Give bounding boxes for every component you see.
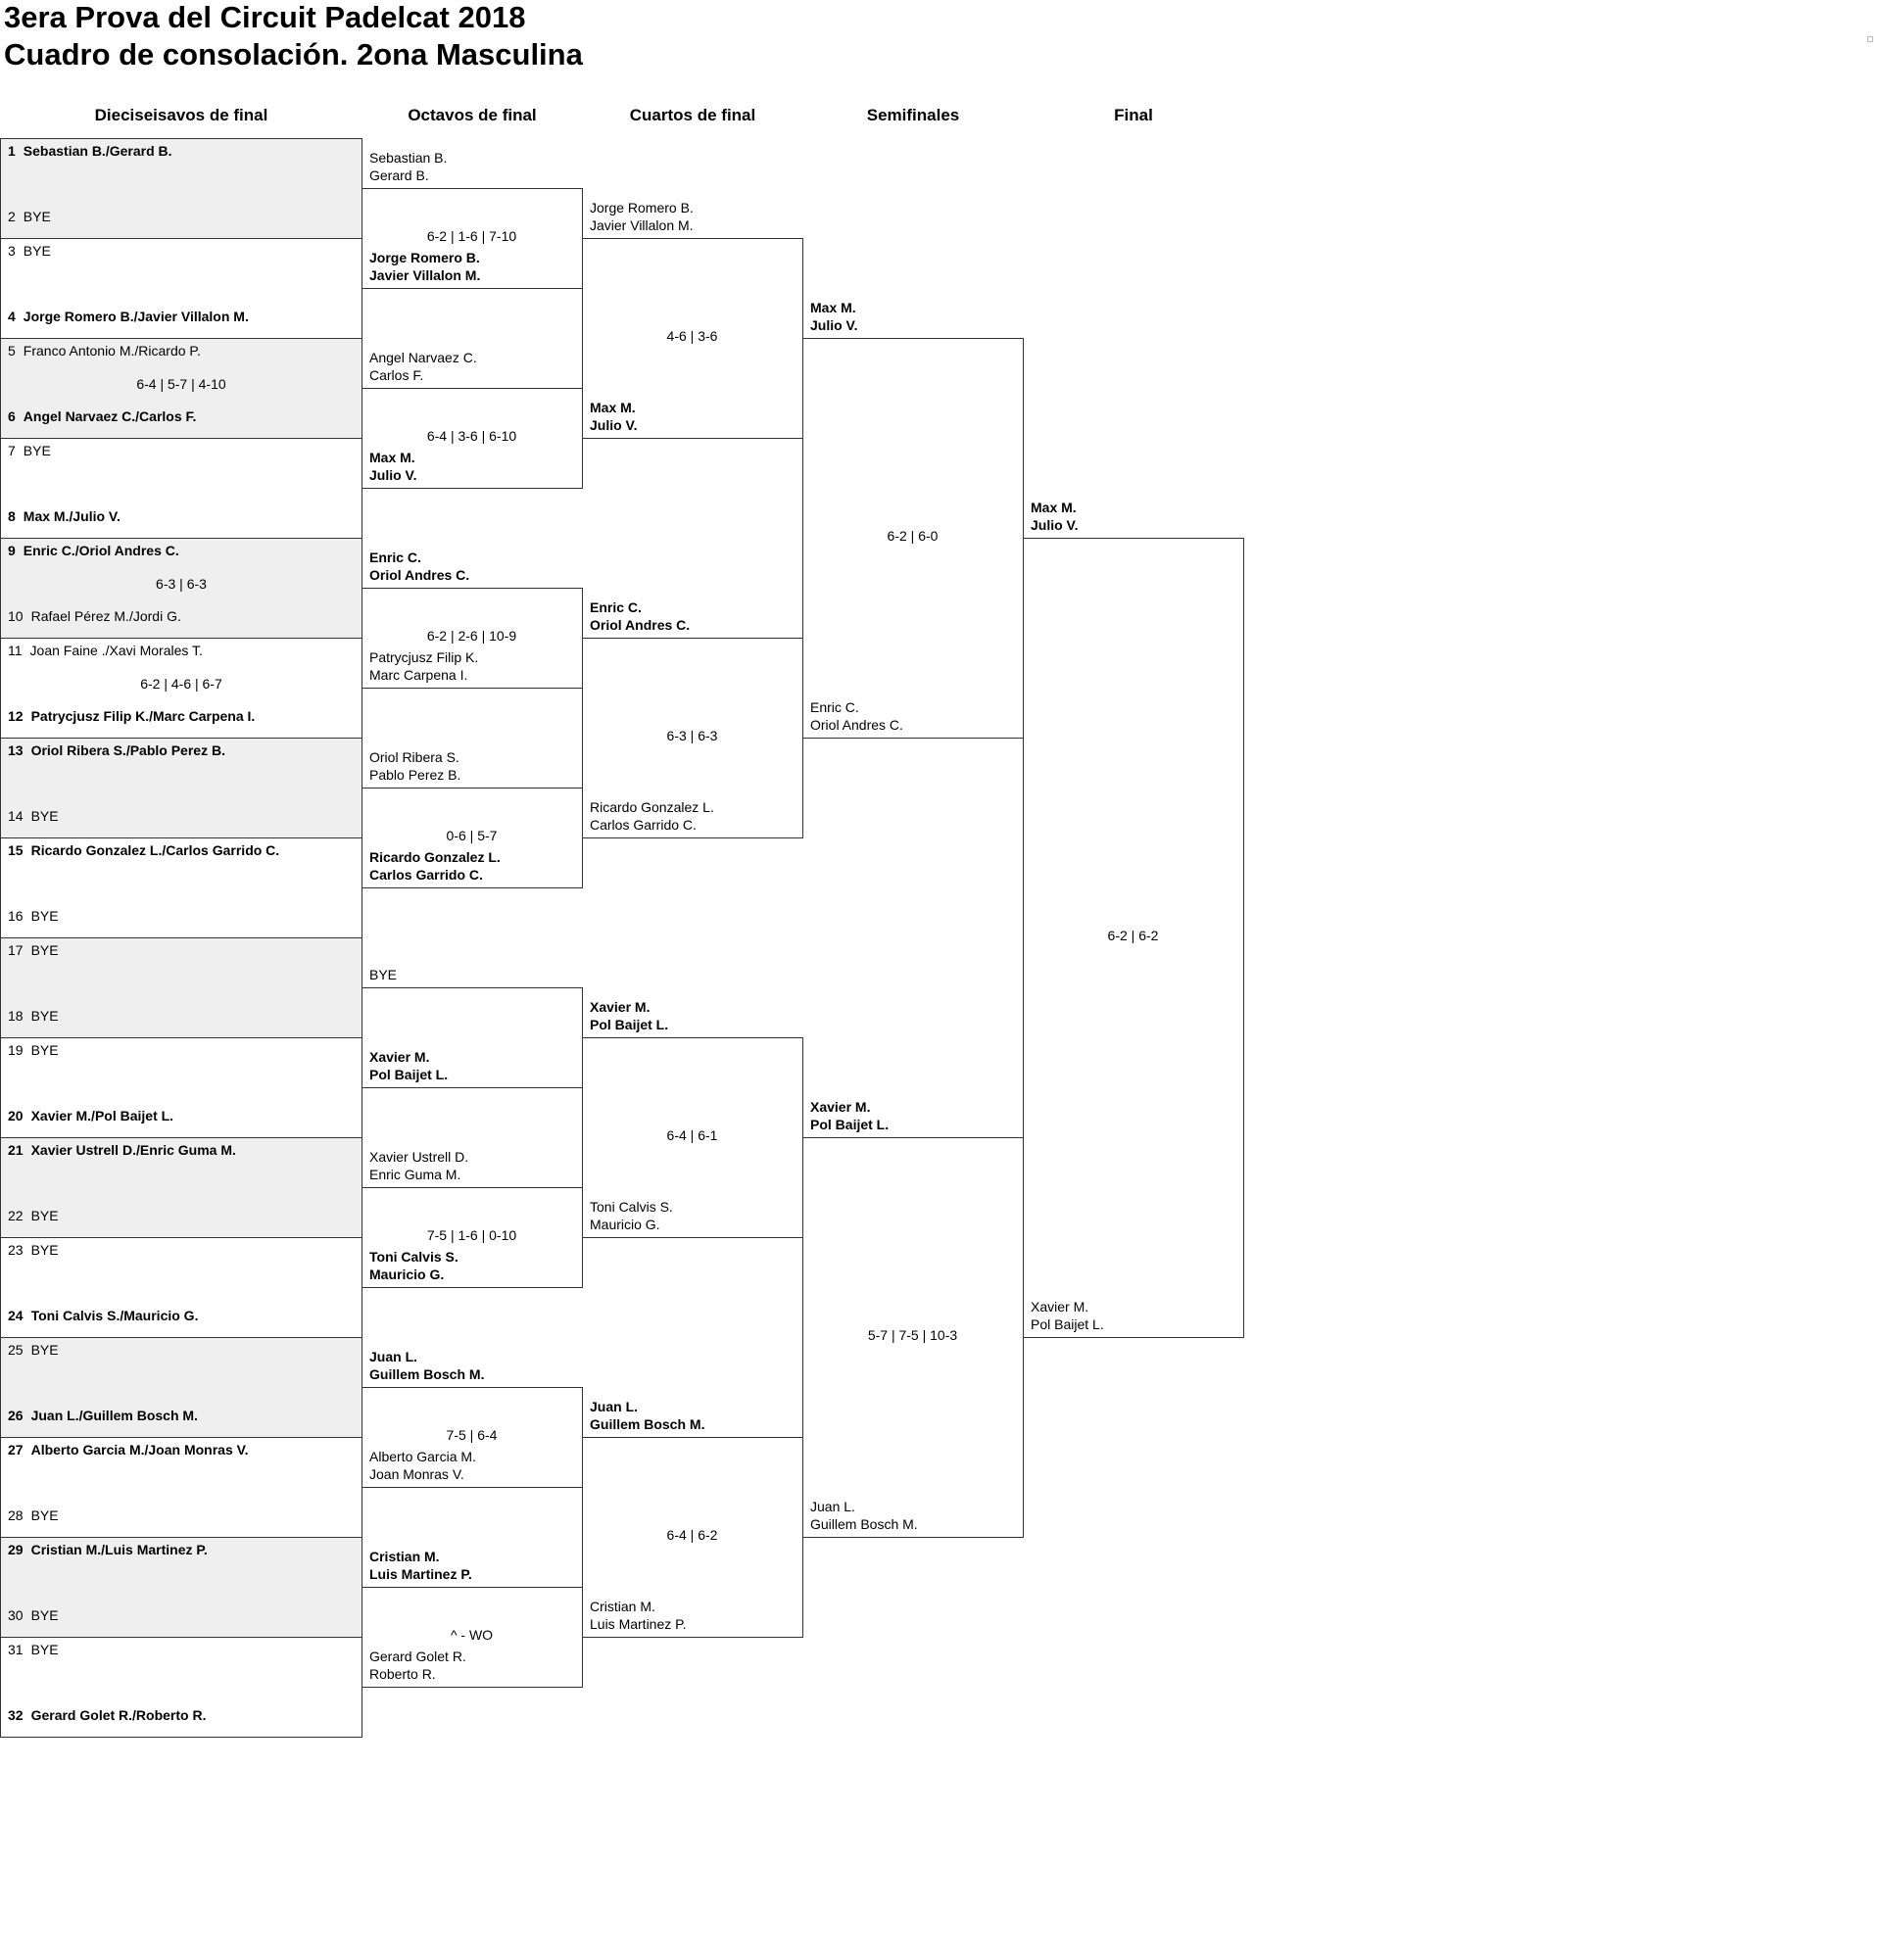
team-name: Xavier Ustrell D./Enric Guma M. (30, 1142, 236, 1158)
match-score: 6-2 | 4-6 | 6-7 (140, 676, 222, 692)
r32-entry (8, 1307, 198, 1324)
team-name: Jorge Romero B./Javier Villalon M. (23, 309, 249, 324)
player-name: Julio V. (590, 417, 638, 433)
advanced-team (590, 998, 668, 1033)
match-score: 6-2 | 1-6 | 7-10 (426, 228, 517, 244)
r32-entry (8, 1007, 59, 1025)
seed-number: 11 (8, 643, 23, 658)
advanced-team (590, 199, 694, 234)
r32-entry (8, 1441, 249, 1458)
player-name: BYE (369, 967, 398, 982)
player-name: Guillem Bosch M. (810, 1516, 918, 1532)
team-name: BYE (30, 1507, 59, 1523)
team-name: BYE (30, 908, 59, 924)
player-name: Pablo Perez B. (369, 767, 461, 783)
player-name: Javier Villalon M. (590, 217, 694, 233)
r32-entry (8, 841, 279, 859)
advanced-team (369, 648, 478, 684)
seed-number: 25 (8, 1342, 24, 1358)
player-name: Jorge Romero B. (369, 250, 480, 265)
seed-number: 4 (8, 309, 16, 324)
seed-number: 5 (8, 343, 16, 359)
r32-entry (8, 1506, 59, 1524)
player-name: Ricardo Gonzalez L. (590, 799, 714, 815)
seed-number: 19 (8, 1042, 24, 1058)
r32-entry (8, 941, 59, 959)
r32-entry (8, 907, 59, 925)
r32-entry (8, 1407, 198, 1424)
r32-entry (8, 1606, 59, 1624)
player-name: Enric Guma M. (369, 1167, 461, 1182)
r32-entry (8, 1207, 59, 1224)
advanced-team (810, 1498, 918, 1533)
match-score: ^ - WO (450, 1627, 494, 1643)
player-name: Juan L. (810, 1499, 855, 1514)
player-name: Oriol Andres C. (590, 617, 691, 633)
player-name: Oriol Andres C. (369, 567, 470, 583)
team-name: BYE (30, 1342, 59, 1358)
r32-entry (8, 1141, 236, 1159)
player-name: Xavier M. (1031, 1299, 1089, 1315)
player-name: Juan L. (590, 1399, 639, 1414)
advanced-team (590, 1598, 687, 1633)
player-name: Marc Carpena I. (369, 667, 468, 683)
r32-entry (8, 407, 196, 425)
r32-entry (8, 1241, 59, 1259)
advanced-team (369, 549, 469, 584)
player-name: Patrycjusz Filip K. (369, 649, 479, 665)
advanced-team (590, 1198, 673, 1233)
team-name: BYE (30, 1208, 59, 1223)
r32-entry (8, 1641, 59, 1658)
match-score: 0-6 | 5-7 (446, 828, 498, 843)
team-name: Max M./Julio V. (23, 508, 121, 524)
team-name: Oriol Ribera S./Pablo Perez B. (30, 742, 225, 758)
r32-entry (8, 342, 201, 359)
player-name: Ricardo Gonzalez L. (369, 849, 501, 865)
match-score: 6-2 | 6-0 (887, 528, 939, 544)
seed-number: 2 (8, 209, 16, 224)
r32-entry (8, 1541, 208, 1558)
r32-entry (8, 1107, 173, 1124)
team-name: BYE (30, 808, 59, 824)
r32-entry (8, 542, 179, 559)
player-name: Toni Calvis S. (369, 1249, 458, 1265)
match-score: 6-2 | 2-6 | 10-9 (426, 628, 517, 644)
match-score: 6-2 | 6-2 (1107, 928, 1159, 943)
seed-number: 31 (8, 1642, 24, 1657)
advanced-team (369, 1348, 484, 1383)
match-score: 7-5 | 6-4 (446, 1427, 498, 1443)
player-name: Gerard B. (369, 167, 429, 183)
r32-entry (8, 707, 255, 725)
advanced-team (810, 698, 903, 734)
player-name: Pol Baijet L. (1031, 1316, 1104, 1332)
team-name: Sebastian B./Gerard B. (23, 143, 172, 159)
r32-entry (8, 741, 225, 759)
team-name: BYE (30, 1607, 59, 1623)
player-name: Enric C. (369, 550, 421, 565)
round-header: Semifinales (866, 106, 960, 124)
seed-number: 7 (8, 443, 16, 458)
team-name: Franco Antonio M./Ricardo P. (23, 343, 201, 359)
player-name: Xavier M. (590, 999, 651, 1015)
seed-number: 1 (8, 143, 16, 159)
advanced-team (369, 748, 460, 784)
player-name: Javier Villalon M. (369, 267, 481, 283)
r32-entry (8, 308, 249, 325)
round-header: Dieciseisavos de final (94, 106, 268, 124)
player-name: Xavier Ustrell D. (369, 1149, 469, 1165)
team-name: Enric C./Oriol Andres C. (23, 543, 179, 558)
player-name: Mauricio G. (590, 1217, 660, 1232)
team-name: Angel Narvaez C./Carlos F. (23, 408, 197, 424)
seed-number: 9 (8, 543, 16, 558)
seed-number: 17 (8, 942, 24, 958)
player-name: Pol Baijet L. (369, 1067, 449, 1082)
round-header: Octavos de final (408, 106, 537, 124)
r32-entry (8, 142, 172, 160)
r32-entry (8, 1041, 59, 1059)
advanced-team (369, 1048, 448, 1083)
player-name: Pol Baijet L. (810, 1117, 890, 1132)
advanced-team (369, 966, 397, 983)
player-name: Roberto R. (369, 1666, 436, 1682)
seed-number: 24 (8, 1308, 24, 1323)
seed-number: 26 (8, 1408, 24, 1423)
seed-number: 10 (8, 608, 24, 624)
advanced-team (369, 1548, 472, 1583)
match-score: 6-3 | 6-3 (666, 728, 718, 743)
match-score: 6-4 | 3-6 | 6-10 (426, 428, 517, 444)
match-score: 6-4 | 6-2 (666, 1527, 718, 1543)
player-name: Max M. (590, 400, 636, 415)
team-name: BYE (30, 942, 59, 958)
seed-number: 16 (8, 908, 24, 924)
player-name: Luis Martinez P. (590, 1616, 687, 1632)
seed-number: 22 (8, 1208, 24, 1223)
player-name: Mauricio G. (369, 1267, 445, 1282)
team-name: Alberto Garcia M./Joan Monras V. (30, 1442, 249, 1458)
advanced-team (590, 1398, 704, 1433)
advanced-team (810, 1098, 889, 1133)
match-score: 6-4 | 6-1 (666, 1127, 718, 1143)
player-name: Enric C. (810, 699, 859, 715)
match-score: 4-6 | 3-6 (666, 328, 718, 344)
player-name: Xavier M. (369, 1049, 430, 1065)
advanced-team (369, 149, 447, 184)
match-score: 6-3 | 6-3 (156, 576, 207, 592)
player-name: Julio V. (1031, 517, 1079, 533)
team-name: Toni Calvis S./Mauricio G. (30, 1308, 199, 1323)
seed-number: 8 (8, 508, 16, 524)
player-name: Angel Narvaez C. (369, 350, 477, 365)
player-name: Oriol Ribera S. (369, 749, 459, 765)
team-name: BYE (30, 1242, 59, 1258)
seed-number: 20 (8, 1108, 24, 1123)
player-name: Carlos F. (369, 367, 424, 383)
round-header: Final (1114, 106, 1153, 124)
team-name: Juan L./Guillem Bosch M. (30, 1408, 198, 1423)
team-name: Gerard Golet R./Roberto R. (30, 1707, 207, 1723)
seed-number: 6 (8, 408, 16, 424)
player-name: Max M. (369, 450, 415, 465)
advanced-team (1031, 499, 1079, 534)
player-name: Gerard Golet R. (369, 1649, 466, 1664)
match-score: 6-4 | 5-7 | 4-10 (136, 376, 226, 392)
advanced-team (810, 299, 858, 334)
player-name: Sebastian B. (369, 150, 448, 166)
player-name: Jorge Romero B. (590, 200, 694, 215)
seed-number: 12 (8, 708, 24, 724)
seed-number: 32 (8, 1707, 24, 1723)
team-name: BYE (23, 443, 51, 458)
player-name: Alberto Garcia M. (369, 1449, 476, 1464)
player-name: Julio V. (810, 317, 858, 333)
team-name: Cristian M./Luis Martinez P. (30, 1542, 208, 1557)
player-name: Oriol Andres C. (810, 717, 903, 733)
advanced-team (369, 349, 477, 384)
r32-entry (8, 442, 51, 459)
player-name: Cristian M. (369, 1549, 440, 1564)
seed-number: 18 (8, 1008, 24, 1024)
page-title: 3era Prova del Circuit Padelcat 2018 (4, 0, 526, 34)
match-score: 5-7 | 7-5 | 10-3 (867, 1327, 958, 1343)
match-score: 7-5 | 1-6 | 0-10 (426, 1227, 517, 1243)
team-name: Joan Faine ./Xavi Morales T. (29, 643, 203, 658)
team-name: Patrycjusz Filip K./Marc Carpena I. (30, 708, 256, 724)
advanced-team (369, 848, 501, 884)
advanced-team (369, 1148, 468, 1183)
seed-number: 14 (8, 808, 24, 824)
advanced-team (369, 249, 480, 284)
seed-number: 13 (8, 742, 24, 758)
corner-marker (1867, 36, 1873, 42)
team-name: BYE (23, 243, 51, 259)
seed-number: 29 (8, 1542, 24, 1557)
advanced-team (590, 598, 690, 634)
player-name: Toni Calvis S. (590, 1199, 673, 1215)
r32-entry (8, 208, 51, 225)
player-name: Cristian M. (590, 1599, 655, 1614)
player-name: Carlos Garrido C. (590, 817, 697, 833)
player-name: Enric C. (590, 599, 642, 615)
seed-number: 27 (8, 1442, 24, 1458)
advanced-team (590, 798, 714, 834)
player-name: Guillem Bosch M. (369, 1366, 485, 1382)
seed-number: 3 (8, 243, 16, 259)
advanced-team (369, 1648, 466, 1683)
player-name: Xavier M. (810, 1099, 871, 1115)
advanced-team (590, 399, 638, 434)
page-subtitle: Cuadro de consolación. 2ona Masculina (4, 37, 583, 72)
player-name: Luis Martinez P. (369, 1566, 472, 1582)
seed-number: 21 (8, 1142, 24, 1158)
r32-entry (8, 507, 121, 525)
r32-entry (8, 607, 181, 625)
seed-number: 23 (8, 1242, 24, 1258)
round-header: Cuartos de final (629, 106, 756, 124)
r32-entry (8, 1341, 59, 1359)
player-name: Joan Monras V. (369, 1466, 464, 1482)
team-name: Xavier M./Pol Baijet L. (30, 1108, 174, 1123)
advanced-team (369, 1448, 476, 1483)
r32-entry (8, 807, 59, 825)
seed-number: 30 (8, 1607, 24, 1623)
player-name: Guillem Bosch M. (590, 1416, 705, 1432)
advanced-team (369, 1248, 458, 1283)
team-name: Ricardo Gonzalez L./Carlos Garrido C. (30, 842, 280, 858)
advanced-team (369, 449, 417, 484)
team-name: BYE (30, 1008, 59, 1024)
seed-number: 28 (8, 1507, 24, 1523)
team-name: BYE (30, 1042, 59, 1058)
team-name: BYE (23, 209, 51, 224)
advanced-team (1031, 1298, 1104, 1333)
seed-number: 15 (8, 842, 24, 858)
r32-entry (8, 642, 203, 659)
player-name: Max M. (810, 300, 856, 315)
player-name: Juan L. (369, 1349, 418, 1364)
player-name: Pol Baijet L. (590, 1017, 669, 1032)
player-name: Max M. (1031, 500, 1077, 515)
player-name: Carlos Garrido C. (369, 867, 483, 883)
team-name: BYE (30, 1642, 59, 1657)
r32-entry (8, 1706, 207, 1724)
player-name: Julio V. (369, 467, 417, 483)
r32-entry (8, 242, 51, 260)
team-name: Rafael Pérez M./Jordi G. (30, 608, 181, 624)
